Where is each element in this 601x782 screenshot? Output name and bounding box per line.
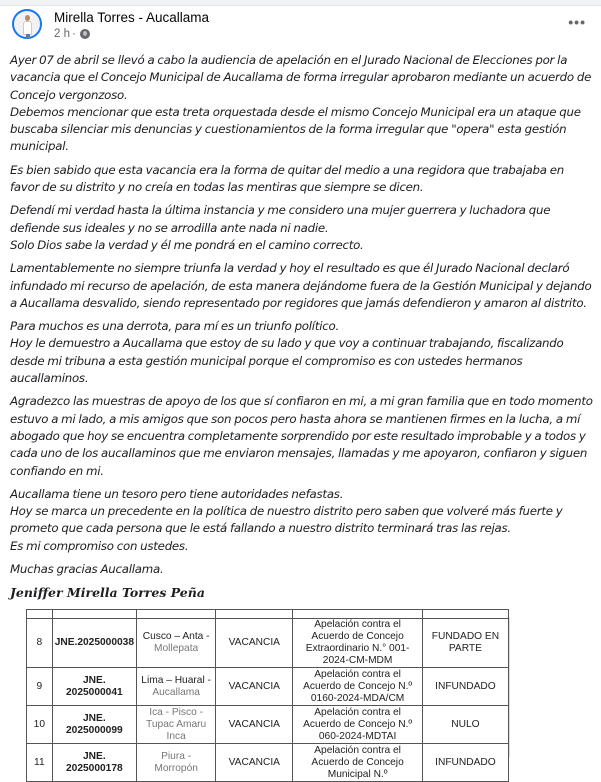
post-paragraph: Agradezco las muestras de apoyo de los que sí confiaron en mi, a mi gran familia que en todo momento estuvo a mi lado, a mis amigos que son pocos pero hasta ahora se mantienen firmes en la lucha, a mí abogado que hoy se encuentra completamente sorprendido por este resultado improbable y a todos y cada uno de los aucallaminos que me enviaron mensajes, llamadas y me apoyaron, confiaron y siguen confiando en mi. (10, 394, 593, 478)
case-number: JNE.2025000038 (52, 619, 136, 668)
post-header (12, 9, 592, 43)
meta-separator: · (72, 28, 76, 40)
case-type: VACANCIA (216, 706, 293, 744)
location: Ica - Pisco - Tupac Amaru Inca (137, 706, 216, 744)
row-number: 9 (27, 668, 53, 706)
case-number: JNE. 2025000041 (52, 668, 136, 706)
image-edge (509, 617, 510, 757)
case-type: VACANCIA (216, 668, 293, 706)
table-row (27, 619, 509, 668)
post-paragraph: Para muchos es una derrota, para mí es un triunfo político. Hoy le demuestro a Aucallama que estoy de su lado y que voy a continuar trabajando, fiscalizando desde mi tribuna a esta gestión municipal porque el compromiso es con ustedes hermanos aucallaminos. (10, 319, 564, 386)
case-subject: Apelación contra el Acuerdo de Concejo Municipal N.º (293, 744, 422, 782)
table-row (27, 610, 509, 619)
location: Piura - Morropón (137, 744, 216, 782)
location: Cusco – Anta - Mollepata (137, 619, 216, 668)
signature: Jeniffer Mirella Torres Peña (10, 585, 205, 601)
post-paragraph: Muchas gracias Aucallama. (10, 562, 164, 577)
case-type: VACANCIA (216, 744, 293, 782)
post-time[interactable]: 2 h (54, 28, 70, 40)
case-result: INFUNDADO (422, 668, 508, 706)
case-result: INFUNDADO (422, 744, 508, 782)
row-number: 8 (27, 619, 53, 668)
author-name[interactable]: Mirella Torres - Aucallama (54, 10, 210, 25)
row-number: 11 (27, 744, 53, 782)
more-options-icon[interactable]: ••• (568, 14, 586, 30)
avatar-photo (23, 15, 31, 35)
results-table (26, 609, 509, 782)
globe-icon (80, 29, 90, 39)
post-paragraph: Es bien sabido que esta vacancia era la forma de quitar del medio a una regidora que trabajaba en favor de su distrito y no creía en todas las mentiras que siempre se dicen. (10, 162, 564, 195)
case-subject: Apelación contra el Acuerdo de Concejo Extraordinario N.° 001-2024-CM-MDM (293, 619, 422, 668)
post-paragraph: Defendí mi verdad hasta la última instancia y me considero una mujer guerrera y luchadora que defiende sus ideales y no se arrodilla ante nada ni nadie. Solo Dios sabe la verdad y él me pondrá en el camino correcto. (10, 203, 551, 252)
post-paragraph: Aucallama tiene un tesoro pero tiene autoridades nefastas. Hoy se marca un precedente en la política de nuestro distrito pero saben que volveré más fuerte y prometo que cada persona que le está fallando a nuestro distrito terminará tras las rejas. Es mi compromiso con ustedes. (10, 486, 563, 553)
case-result: NULO (422, 706, 508, 744)
post-body (10, 52, 596, 608)
table-row (27, 706, 509, 744)
table-row (27, 668, 509, 706)
post-paragraph: Ayer 07 de abril se llevó a cabo la audiencia de apelación en el Jurado Nacional de Elecciones por la vacancia que el Concejo Municipal de Aucallama de forma irregular aprobaron mediante un acuerdo de Concejo vergonzoso. Debemos mencionar que esta treta orquestada desde el mismo Concejo Municipal era un ataque que buscaba silenciar mis denuncias y cuestionamientos de la forma irregular que "opera" esta gestión municipal. (10, 53, 592, 154)
case-subject: Apelación contra el Acuerdo de Concejo N.º 0160-2024-MDA/CM (293, 668, 422, 706)
post-meta (54, 28, 90, 40)
row-number: 10 (27, 706, 53, 744)
table-row (27, 744, 509, 782)
case-type: VACANCIA (216, 619, 293, 668)
case-number: JNE. 2025000178 (52, 744, 136, 782)
attached-image-table[interactable] (26, 617, 509, 780)
case-result: FUNDADO EN PARTE (422, 619, 508, 668)
post-paragraph: Lamentablemente no siempre triunfa la verdad y hoy el resultado es que él Jurado Nacional declaró infundado mi recurso de apelación, de esta manera dejándome fuera de la Gestión Municipal y dejando a Aucallama desvalido, siendo representado por regidores que jamás defendieron y amaron al distrito. (10, 261, 592, 310)
avatar[interactable] (12, 9, 42, 39)
case-subject: Apelación contra el Acuerdo de Concejo N.º 060-2024-MDTAI (293, 706, 422, 744)
top-divider (0, 0, 601, 6)
case-number: JNE. 2025000099 (52, 706, 136, 744)
location: Lima – Huaral - Aucallama (137, 668, 216, 706)
